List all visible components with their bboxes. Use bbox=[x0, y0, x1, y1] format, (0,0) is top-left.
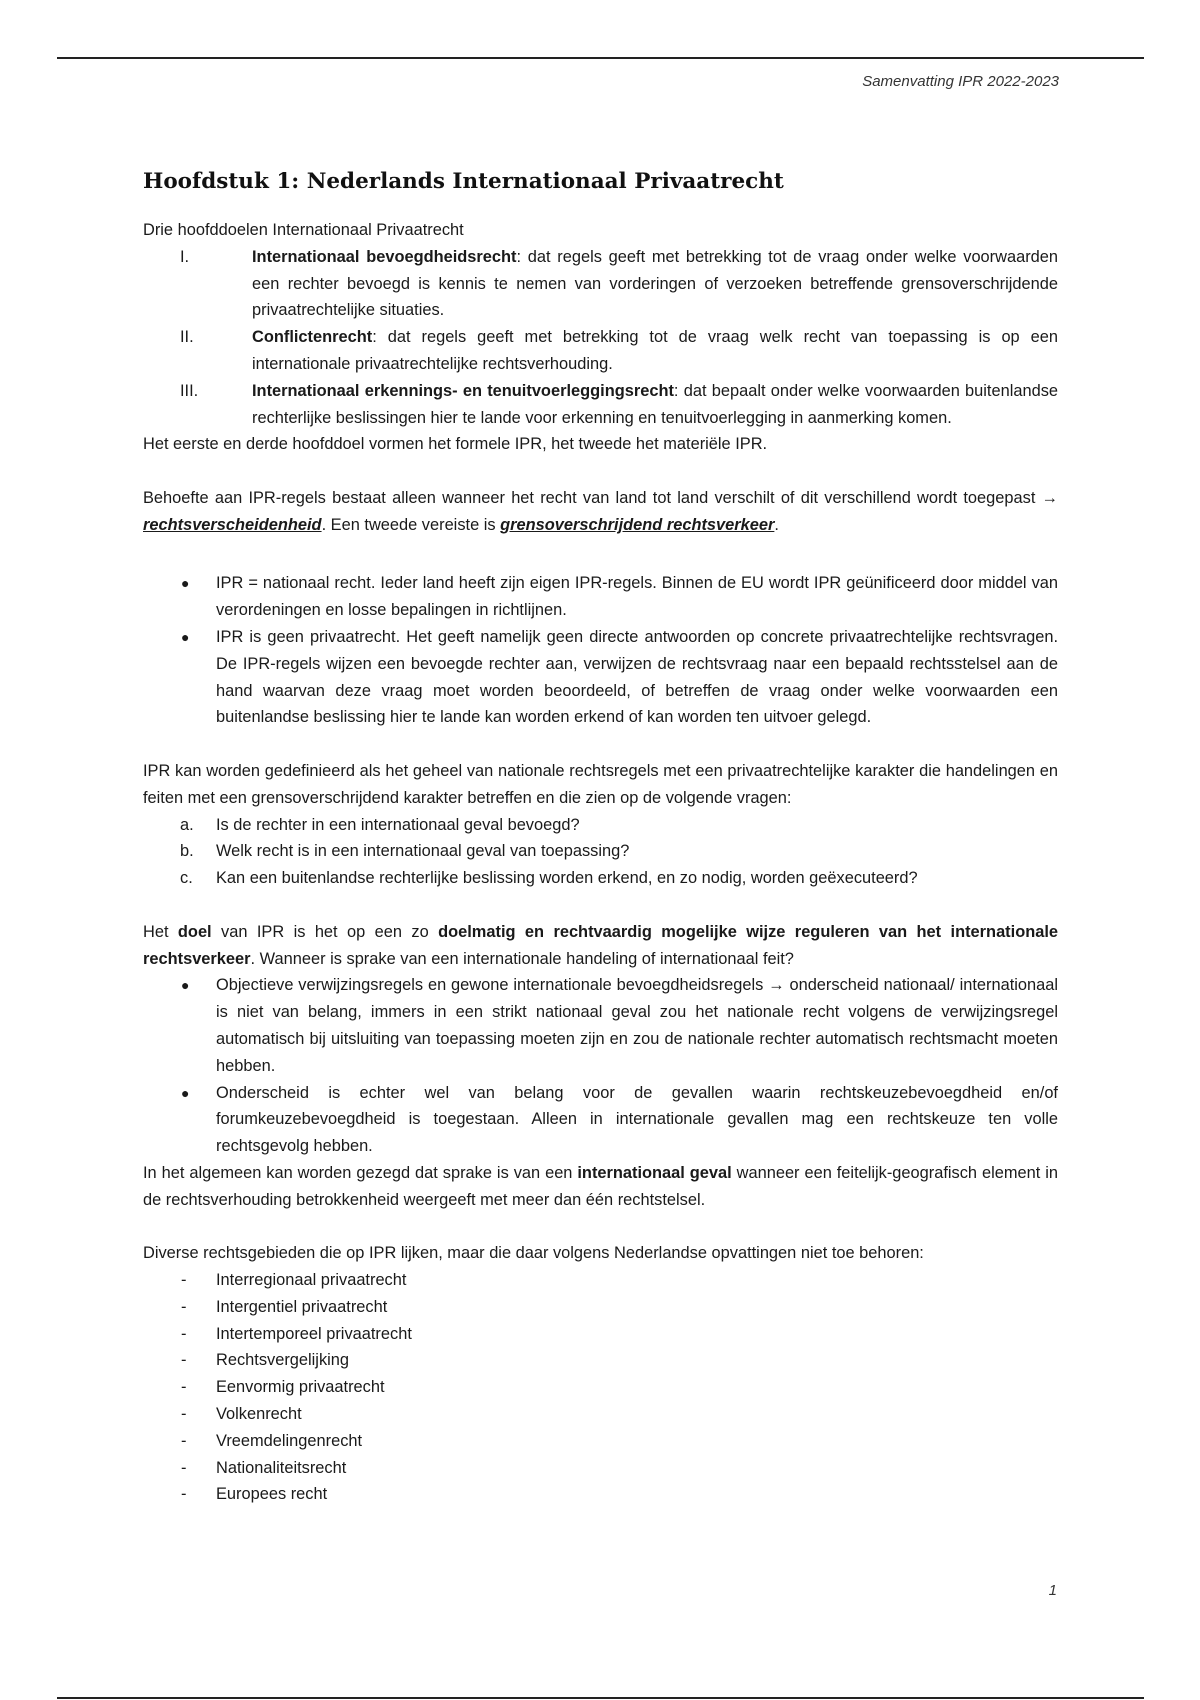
list-item bbox=[143, 1455, 1058, 1482]
dash-icon: - bbox=[181, 1324, 187, 1343]
list-item bbox=[143, 972, 1058, 1079]
page-number: 1 bbox=[1048, 1582, 1057, 1599]
list-item bbox=[143, 624, 1058, 731]
item-text: Is de rechter in een internationaal geval bevoegd? bbox=[216, 815, 580, 834]
arrow-right-icon: → bbox=[768, 976, 785, 995]
document-body bbox=[143, 168, 1058, 1508]
list-item bbox=[143, 1428, 1058, 1455]
item-text: Intertemporeel privaatrecht bbox=[216, 1324, 412, 1343]
sec2-paragraph bbox=[143, 485, 1058, 539]
item-text: Interregionaal privaatrecht bbox=[216, 1271, 407, 1290]
list-item bbox=[143, 1294, 1058, 1321]
sec1-intro: Drie hoofddoelen Internationaal Privaatrecht bbox=[143, 221, 464, 239]
text: Het bbox=[143, 922, 178, 941]
item-text: Volkenrecht bbox=[216, 1405, 302, 1424]
dash-icon: - bbox=[181, 1458, 187, 1477]
bullet-icon: ● bbox=[181, 628, 190, 645]
ipr-nature-list bbox=[143, 570, 1058, 731]
bold-term: doelmatig en rechtvaardig mogelijke wijze reguleren van het internationale rechtsverkeer bbox=[143, 922, 1059, 968]
list-item bbox=[143, 324, 1058, 378]
bullet-icon: ● bbox=[181, 1084, 190, 1101]
list-marker: b. bbox=[180, 842, 194, 861]
international-case-list bbox=[143, 972, 1058, 1160]
emphasized-term: grensoverschrijdend rechtsverkeer bbox=[500, 515, 775, 534]
term: Conflictenrecht bbox=[252, 328, 373, 347]
item-text: : dat regels geeft met betrekking tot de vraag welk recht van toepassing is op een internationale privaatrechtelijke rechtsverhouding. bbox=[252, 328, 1058, 373]
arrow-right-icon: → bbox=[1041, 488, 1058, 507]
emphasized-term: rechtsverscheidenheid bbox=[143, 515, 322, 534]
bold-term: doel bbox=[177, 922, 212, 941]
dash-icon: - bbox=[181, 1485, 187, 1504]
list-marker: a. bbox=[180, 815, 194, 834]
item-text: Kan een buitenlandse rechterlijke beslissing worden erkend, en zo nodig, worden geëxecuteerd? bbox=[216, 869, 918, 888]
questions-list bbox=[143, 812, 1058, 892]
sec1-closing: Het eerste en derde hoofddoel vormen het formele IPR, het tweede het materiële IPR. bbox=[143, 435, 768, 454]
top-rule bbox=[57, 57, 1144, 59]
main-goals-list bbox=[143, 244, 1058, 432]
list-item bbox=[143, 244, 1058, 324]
dash-icon: - bbox=[181, 1271, 187, 1290]
text: . Wanneer is sprake van een internationale handeling of internationaal feit? bbox=[250, 949, 794, 968]
item-text: IPR is geen privaatrecht. Het geeft namelijk geen directe antwoorden op concrete privaatrechtelijke rechtsvragen. De IPR-regels wijzen een bevoegde rechter aan, verwijzen de rechtsvraag naar een bepaald rechtsstelsel aan de hand waarvan deze vraag moet worden beoordeeld, of betreffen de vraag onder welke voorwaarden een buitenlandse beslissing hier te lande kan worden erkend of kan worden ten uitvoer gelegd. bbox=[216, 627, 1058, 727]
bullet-icon: ● bbox=[181, 575, 190, 592]
text: In het algemeen kan worden gezegd dat sprake is van een bbox=[143, 1163, 578, 1182]
item-text: onderscheid nationaal/ internationaal is niet van belang, immers in een strikt nationaal geval zou het nationale recht volgens de verwijzingsregel automatisch bij uitsluiting van toepassing moeten zijn en zou de nationale rechter automatisch rechtsmacht moeten hebben. bbox=[216, 976, 1058, 1075]
list-item bbox=[143, 570, 1058, 624]
text: wanneer een feitelijk-geografisch element in de rechtsverhouding betrokkenheid weergeeft met meer dan één rechtstelsel. bbox=[143, 1163, 1059, 1209]
related-fields-list bbox=[143, 1267, 1058, 1508]
item-text: Objectieve verwijzingsregels en gewone internationale bevoegdheidsregels bbox=[216, 976, 769, 995]
dash-icon: - bbox=[181, 1405, 187, 1424]
sec6-intro: Diverse rechtsgebieden die op IPR lijken, maar die daar volgens Nederlandse opvattingen niet toe behoren: bbox=[143, 1244, 924, 1263]
text: van IPR is het op een zo bbox=[211, 922, 439, 941]
list-item bbox=[143, 1321, 1058, 1348]
dash-icon: - bbox=[181, 1351, 187, 1370]
dash-icon: - bbox=[181, 1297, 187, 1316]
list-item bbox=[143, 1267, 1058, 1294]
text: Behoefte aan IPR-regels bestaat alleen wanneer het recht van land tot land verschilt of dit verschillend wordt toegepast bbox=[143, 488, 1042, 507]
running-header: Samenvatting IPR 2022-2023 bbox=[862, 73, 1059, 90]
list-item bbox=[143, 1080, 1058, 1160]
item-text: Welk recht is in een internationaal geval van toepassing? bbox=[216, 842, 630, 861]
sec5-closing bbox=[143, 1160, 1058, 1214]
list-item bbox=[143, 1401, 1058, 1428]
list-item bbox=[143, 378, 1058, 432]
sec5-paragraph bbox=[143, 919, 1058, 973]
list-marker: I. bbox=[180, 247, 190, 266]
list-item bbox=[143, 838, 1058, 865]
list-marker: II. bbox=[180, 328, 194, 347]
bullet-icon: ● bbox=[181, 977, 190, 994]
item-text: Vreemdelingenrecht bbox=[216, 1431, 363, 1450]
list-item bbox=[143, 1374, 1058, 1401]
item-text: Onderscheid is echter wel van belang voor de gevallen waarin rechtskeuzebevoegdheid en/of forumkeuzebevoegdheid is toegestaan. Alleen in internationale gevallen mag een rechtskeuze ten volle rechtsgevolg hebben. bbox=[216, 1083, 1058, 1156]
list-item bbox=[143, 865, 1058, 892]
text: . bbox=[774, 515, 779, 534]
term: Internationaal bevoegdheidsrecht bbox=[252, 247, 517, 266]
sec4-intro: IPR kan worden gedefinieerd als het geheel van nationale rechtsregels met een privaatrechtelijke karakter die handelingen en feiten met een grensoverschrijdend karakter betreffen en die zien op de volgende vragen: bbox=[143, 761, 1058, 807]
item-text: IPR = nationaal recht. Ieder land heeft zijn eigen IPR-regels. Binnen de EU wordt IPR geünificeerd door middel van verordeningen en losse bepalingen in richtlijnen. bbox=[216, 574, 1058, 620]
item-text: Rechtsvergelijking bbox=[216, 1351, 350, 1370]
item-text: Europees recht bbox=[216, 1485, 328, 1504]
item-text: Eenvormig privaatrecht bbox=[216, 1378, 385, 1397]
item-text: Intergentiel privaatrecht bbox=[216, 1297, 388, 1316]
item-text: : dat bepaalt onder welke voorwaarden buitenlandse rechterlijke beslissingen hier te lande voor erkenning en tenuitvoerlegging in aanmerking komen. bbox=[252, 381, 1059, 427]
item-text: : dat regels geeft met betrekking tot de vraag onder welke voorwaarden een rechter bevoegd is kennis te nemen van vorderingen of verzoeken betreffende grensoverschrijdende privaatrechtelijke situaties. bbox=[252, 247, 1059, 320]
dash-icon: - bbox=[181, 1431, 187, 1450]
term: Internationaal erkennings- en tenuitvoerleggingsrecht bbox=[252, 381, 674, 400]
item-text: Nationaliteitsrecht bbox=[216, 1458, 347, 1477]
dash-icon: - bbox=[181, 1378, 187, 1397]
text: . Een tweede vereiste is bbox=[321, 515, 501, 534]
list-marker: III. bbox=[180, 381, 199, 400]
bold-term: internationaal geval bbox=[577, 1163, 732, 1182]
list-item bbox=[143, 1481, 1058, 1508]
list-item bbox=[143, 1347, 1058, 1374]
bottom-rule bbox=[57, 1697, 1144, 1699]
list-marker: c. bbox=[180, 869, 193, 888]
list-item bbox=[143, 812, 1058, 839]
chapter-title: Hoofdstuk 1: Nederlands Internationaal Privaatrecht bbox=[143, 169, 784, 194]
